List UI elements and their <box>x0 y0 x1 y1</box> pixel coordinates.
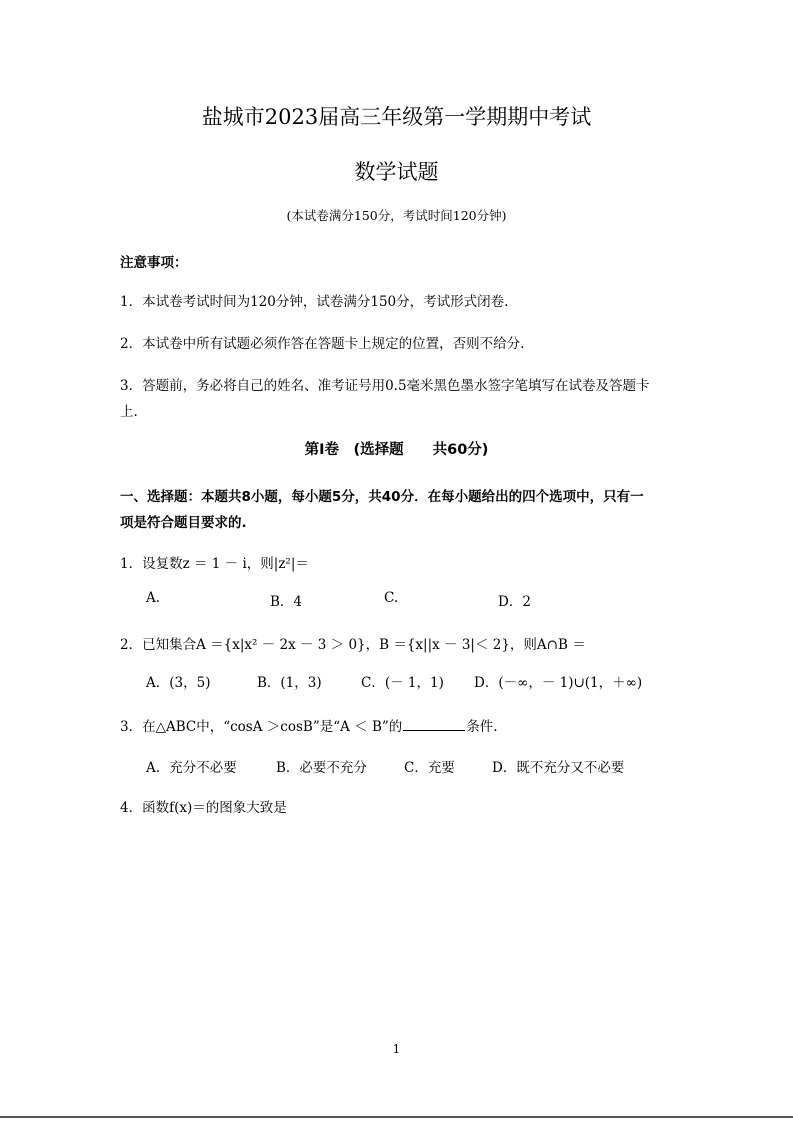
subject-title: 数学试题 <box>354 160 439 184</box>
question-option: C．(－ 1，1) <box>361 675 444 691</box>
answer-blank <box>403 718 465 731</box>
notice-item-continued: 上. <box>120 404 138 420</box>
notice-item: 2．本试卷中所有试题必须作答在答题卡上规定的位置，否则不给分. <box>120 336 525 352</box>
question-option: B．必要不充分 <box>276 760 367 776</box>
exam-title: 盐城市2023届高三年级第一学期期中考试 <box>201 105 592 129</box>
question-stem: 1．设复数z ＝ 1 － i，则|z²|＝ <box>120 556 309 572</box>
question-option: C．充要 <box>404 760 455 776</box>
section-instructions: 一、选择题：本题共8小题，每小题5分，共40分．在每小题给出的四个选项中，只有一 <box>120 489 644 505</box>
question-option: D．2 <box>498 594 531 610</box>
notice-item: 1．本试卷考试时间为120分钟，试卷满分150分，考试形式闭卷. <box>120 294 509 310</box>
question-option: C. <box>384 590 399 606</box>
notice-heading: 注意事项： <box>120 255 188 271</box>
section-title: 第I卷 (选择题 共60分) <box>304 442 489 458</box>
section-instructions-continued: 项是符合题目要求的. <box>120 515 247 531</box>
question-stem-text: 条件. <box>466 719 498 735</box>
question-option: B．(1，3) <box>257 675 322 691</box>
notice-item: 3．答题前，务必将自己的姓名、准考证号用0.5毫米黑色墨水签字笔填写在试卷及答题卡 <box>120 378 650 394</box>
question-stem: 2．已知集合A ＝{x|x² － 2x － 3 ＞ 0}，B ＝{x||x － 3|＜ 2}，则A∩B ＝ <box>120 637 586 653</box>
question-option: B．4 <box>270 594 303 610</box>
question-option: D．(－∞，－ 1)∪(1，＋∞) <box>474 675 643 691</box>
question-option: A. <box>146 590 161 606</box>
question-stem-text: 3．在△ABC中，“cosA ＞cosB”是“A ＜ B”的 <box>120 719 403 735</box>
question-stem <box>120 715 498 735</box>
exam-duration-note: (本试卷满分150分，考试时间120分钟) <box>286 208 507 223</box>
question-stem: 4．函数f(x)＝的图象大致是 <box>120 800 287 816</box>
question-option: A．充分不必要 <box>146 760 237 776</box>
question-option: A．(3，5) <box>146 675 211 691</box>
page-number: 1 <box>392 1042 401 1056</box>
page-bottom-rule <box>0 1116 793 1118</box>
question-option: D．既不充分又不必要 <box>492 760 625 776</box>
